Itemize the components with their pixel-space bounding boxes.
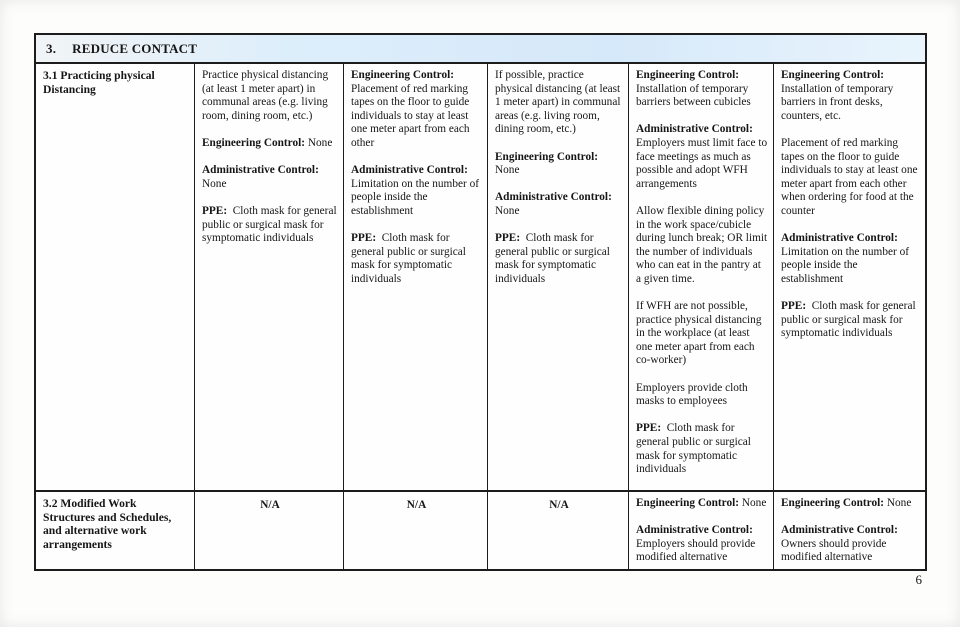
cell-paragraph: N/A xyxy=(260,499,280,511)
cell-paragraph: Engineering Control: None xyxy=(781,497,912,509)
cell-paragraph: Administrative Control: Owners should provide modified alternative xyxy=(781,524,898,564)
table-cell xyxy=(629,64,774,490)
cell-paragraph: PPE: Cloth mask for general public or surgical mask for symptomatic individuals xyxy=(636,422,751,476)
row-label-cell: 3.2 Modified Work Structures and Schedules, and alternative work arrangements xyxy=(36,492,195,569)
section-number: 3. xyxy=(46,40,57,56)
cell-paragraph: Engineering Control: None xyxy=(202,136,333,149)
cell-paragraph: Administrative Control: Limitation on the number of people inside the establishment xyxy=(351,164,480,217)
cell-paragraph: PPE: Cloth mask for general public or surgical mask for symptomatic individuals xyxy=(495,232,610,285)
cell-paragraph: Employers provide cloth masks to employees xyxy=(636,381,748,408)
table-section-header xyxy=(36,35,925,64)
cell-paragraph: Engineering Control: None xyxy=(495,150,599,177)
table-cell xyxy=(195,492,344,569)
cell-paragraph: Engineering Control: Installation of temporary barriers between cubicles xyxy=(636,69,751,109)
row-label-cell: 3.1 Practicing physical Distancing xyxy=(36,64,195,490)
table-cell xyxy=(629,492,774,569)
reduce-contact-table xyxy=(34,33,927,571)
cell-paragraph: PPE: Cloth mask for general public or surgical mask for symptomatic individuals xyxy=(781,300,916,340)
cell-paragraph: Engineering Control: Installation of temporary barriers in front desks, counters, etc. xyxy=(781,69,894,122)
cell-paragraph: If possible, practice physical distancing (at least 1 meter apart) in communal areas (e.g. living room, dining room, etc.) xyxy=(495,69,621,136)
cell-paragraph: Placement of red marking tapes on the floor to guide individuals to stay at least one meter apart from each other when ordering for food at the counter xyxy=(781,136,918,217)
table-cell xyxy=(774,64,925,490)
cell-paragraph: PPE: Cloth mask for general public or surgical mask for symptomatic individuals xyxy=(202,204,337,245)
cell-paragraph: Allow flexible dining policy in the work space/cubicle during lunch break; OR limit the number of individuals who can eat in the pantry at a given time. xyxy=(636,204,768,285)
table-cell xyxy=(488,64,629,490)
table-cell xyxy=(488,492,629,569)
cell-paragraph: N/A xyxy=(549,499,569,511)
cell-paragraph: Practice physical distancing (at least 1 meter apart) in communal areas (e.g. living room, dining room, etc.) xyxy=(202,69,329,122)
cell-paragraph: Administrative Control: Limitation on the number of people inside the establishment xyxy=(781,232,910,285)
cell-paragraph: Administrative Control: None xyxy=(495,191,612,217)
cell-paragraph: N/A xyxy=(406,499,427,511)
table-row xyxy=(36,492,925,569)
cell-paragraph: If WFH are not possible, practice physical distancing in the workplace (at least one meter apart from each co-worker) xyxy=(636,300,762,367)
table-body xyxy=(36,64,925,569)
cell-paragraph: Administrative Control: None xyxy=(202,164,319,190)
table-cell xyxy=(195,64,344,490)
cell-paragraph: Administrative Control: Employers should provide modified alternative xyxy=(636,524,756,564)
cell-paragraph: Engineering Control: None xyxy=(636,497,767,509)
cell-paragraph: PPE: Cloth mask for general public or surgical mask for symptomatic individuals xyxy=(351,232,466,285)
table-cell xyxy=(344,492,488,569)
page-number: 6 xyxy=(915,572,922,587)
table-cell xyxy=(344,64,488,490)
cell-paragraph: Administrative Control: Employers must limit face to face meetings as much as possible and adopt WFH arrangements xyxy=(636,123,768,190)
table-cell xyxy=(774,492,925,569)
cell-paragraph: Engineering Control: Placement of red marking tapes on the floor to guide individuals to stay at least one meter apart from each other xyxy=(351,69,470,149)
table-row xyxy=(36,64,925,492)
section-title: REDUCE CONTACT xyxy=(72,40,198,56)
